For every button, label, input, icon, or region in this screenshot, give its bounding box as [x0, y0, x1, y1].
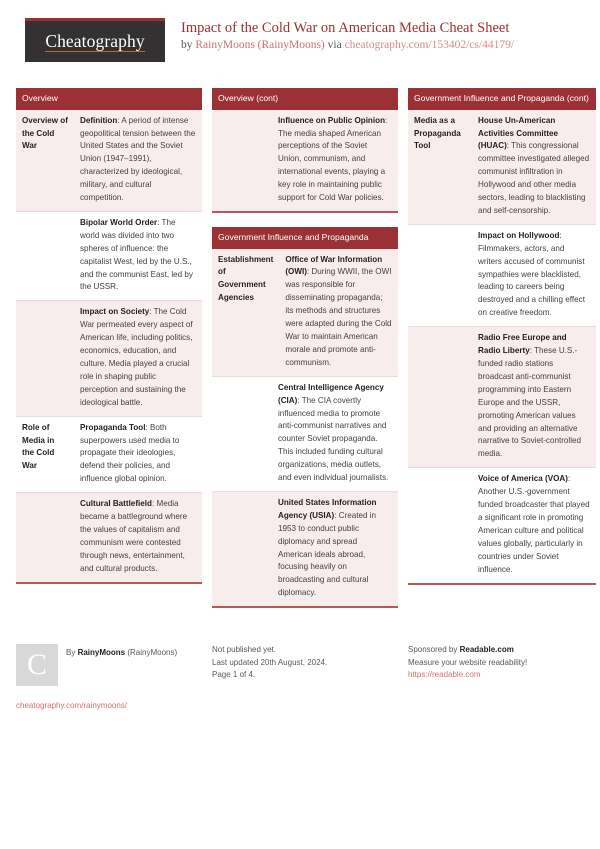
row-term: United States Information Agency (USIA)	[278, 497, 377, 520]
table-gov-influence-cont	[408, 88, 596, 585]
byline-via: via	[324, 39, 345, 51]
footer-author-block	[16, 644, 202, 712]
row-value	[272, 492, 398, 606]
row-term: House Un-American Activities Committee (HUAC)	[478, 115, 559, 151]
row-term: Impact on Society	[80, 307, 150, 317]
footer-author-link[interactable]: cheatography.com/rainymoons/	[16, 701, 128, 711]
row-value	[272, 110, 398, 211]
row-text: : Both superpowers used media to propagate their ideologies, defend their policies, and influence global opinion.	[80, 422, 180, 484]
row-text: : A period of intense geopolitical tension between the United States and the Soviet Union (1947–1991), characterized by ideological, military, and cultural competition.	[80, 115, 196, 203]
row-term: Office of War Information (OWI)	[285, 254, 383, 277]
row-value	[272, 377, 398, 491]
row-text: : The media shaped American perceptions of the Soviet Union, communism, and international events, playing a key role in maintaining public support for Cold War policies.	[278, 115, 388, 203]
row-text: : The world was divided into two spheres of influence: the capitalist West, led by the U.S., and the communist East, led by the USSR.	[80, 217, 193, 292]
row-key: Role of Media in the Cold War	[22, 422, 55, 471]
sheet-url-link[interactable]: cheatography.com/153402/cs/44179/	[344, 39, 515, 51]
row-text: : Created in 1953 to conduct public diplomacy and spread American ideals abroad, focusing heavily on broadcasting and cultural diplomacy.	[278, 510, 377, 598]
byline	[181, 38, 514, 52]
row-text: : The CIA covertly influenced media to promote anti-communist narratives and counter Soviet propaganda. This included funding cultural organizations, media outlets, and even individual journalists.	[278, 395, 389, 483]
table-row	[16, 211, 202, 300]
byline-prefix: by	[181, 39, 196, 51]
table-overview	[16, 88, 202, 584]
table-overview-cont	[212, 88, 398, 213]
footer-author-name	[66, 644, 177, 659]
row-term: Central Intelligence Agency (CIA)	[278, 382, 384, 405]
column-2	[212, 88, 398, 622]
row-term: Bipolar World Order	[80, 217, 158, 227]
row-value	[74, 417, 202, 493]
row-term: Influence on Public Opinion	[278, 115, 386, 125]
footer-author-handle: (RainyMoons)	[125, 648, 178, 658]
column-1	[16, 88, 202, 598]
cheatography-logo[interactable]	[25, 18, 165, 62]
table-gov-influence	[212, 227, 398, 608]
row-key: Media as a Propaganda Tool	[414, 115, 461, 151]
footer-sponsor-prefix: Sponsored by	[408, 645, 460, 655]
row-text: : The Cold War permeated every aspect of American life, including politics, economics, education, and culture. Media played a crucial role in shaping public perception and sustaining the ideological battle.	[80, 307, 193, 407]
row-key: Overview of the Cold War	[22, 115, 68, 151]
footer-sponsor-block	[408, 644, 596, 712]
row-term: Voice of America (VOA)	[478, 474, 568, 484]
cheatography-logo-text: Cheatography	[45, 30, 145, 51]
column-3	[408, 88, 596, 599]
row-term: Radio Free Europe and Radio Liberty	[478, 333, 567, 356]
table-row	[16, 110, 202, 211]
footer-updated: Last updated 20th August, 2024.	[212, 657, 328, 667]
columns-container	[16, 88, 590, 622]
row-value	[74, 110, 202, 211]
footer-publish-block	[212, 644, 398, 712]
footer-author-bold: RainyMoons	[77, 648, 126, 658]
row-text: : Media became a battleground where the values of capitalism and communism were contested through news, entertainment, and cultural products.	[80, 499, 188, 573]
footer-sponsor-url[interactable]: https://readable.com	[408, 670, 481, 680]
row-text: : Filmmakers, actors, and writers accused of communist sympathies were blacklisted, leading to careers being destroyed and a chilling effect on creative freedom.	[478, 230, 585, 318]
footer-sponsor-name[interactable]: Readable.com	[459, 645, 514, 655]
row-term: Impact on Hollywood	[478, 230, 560, 240]
row-value	[74, 212, 202, 300]
row-text: : This congressional committee investigated alleged communist infiltration in Hollywood and other media sectors, leading to blacklisting and self-censorship.	[478, 141, 590, 215]
avatar: C	[16, 644, 58, 686]
page-title: Impact of the Cold War on American Media Cheat Sheet	[181, 20, 510, 36]
footer-sponsor-tagline: Measure your website readability!	[408, 657, 528, 667]
row-value	[279, 249, 398, 376]
table-header: Government Influence and Propaganda	[212, 227, 398, 249]
row-value	[472, 327, 596, 467]
page-header	[16, 18, 584, 74]
row-text: : These U.S.-funded radio stations broadcast anti-communist programming into Eastern Europe and the USSR, promoting American values and providing an alternative narrative to Soviet-controlled media.	[478, 346, 582, 459]
table-row	[16, 300, 202, 415]
table-row	[16, 416, 202, 493]
row-value	[74, 493, 202, 581]
footer-by-prefix: By	[66, 648, 78, 658]
row-value	[74, 301, 202, 415]
header-text-block	[181, 18, 514, 52]
table-row	[212, 249, 398, 376]
table-row	[408, 326, 596, 467]
row-value	[472, 225, 596, 326]
author-link[interactable]: RainyMoons (RainyMoons)	[195, 39, 325, 51]
row-text: : During WWII, the OWI was responsible for disseminating propaganda; its methods and structures were adapted during the Cold War to maintain American morale and promote anti-communism.	[285, 267, 392, 367]
row-value	[472, 468, 596, 582]
table-row	[16, 492, 202, 581]
row-text: : Another U.S.-government funded broadcaster that played a significant role in promoting American culture and political values globally, particularly in countries under Soviet influence.	[478, 474, 590, 574]
table-row	[212, 376, 398, 491]
table-row	[212, 491, 398, 606]
row-key: Establishment of Government Agencies	[218, 254, 274, 303]
table-header: Overview	[16, 88, 202, 110]
table-header: Overview (cont)	[212, 88, 398, 110]
row-term: Propaganda Tool	[80, 422, 146, 432]
table-header: Government Influence and Propaganda (cont)	[408, 88, 596, 110]
row-term: Cultural Battlefield	[80, 499, 152, 509]
table-row	[408, 467, 596, 582]
row-value	[472, 110, 596, 224]
row-term: Definition	[80, 115, 118, 125]
table-row	[212, 110, 398, 211]
footer-published: Not published yet.	[212, 645, 277, 655]
footer-author-top	[16, 644, 202, 686]
table-row	[408, 224, 596, 326]
table-row	[408, 110, 596, 224]
footer-page-number: Page 1 of 4.	[212, 670, 256, 680]
footer-sponsor	[408, 644, 596, 657]
page-footer	[16, 634, 584, 712]
